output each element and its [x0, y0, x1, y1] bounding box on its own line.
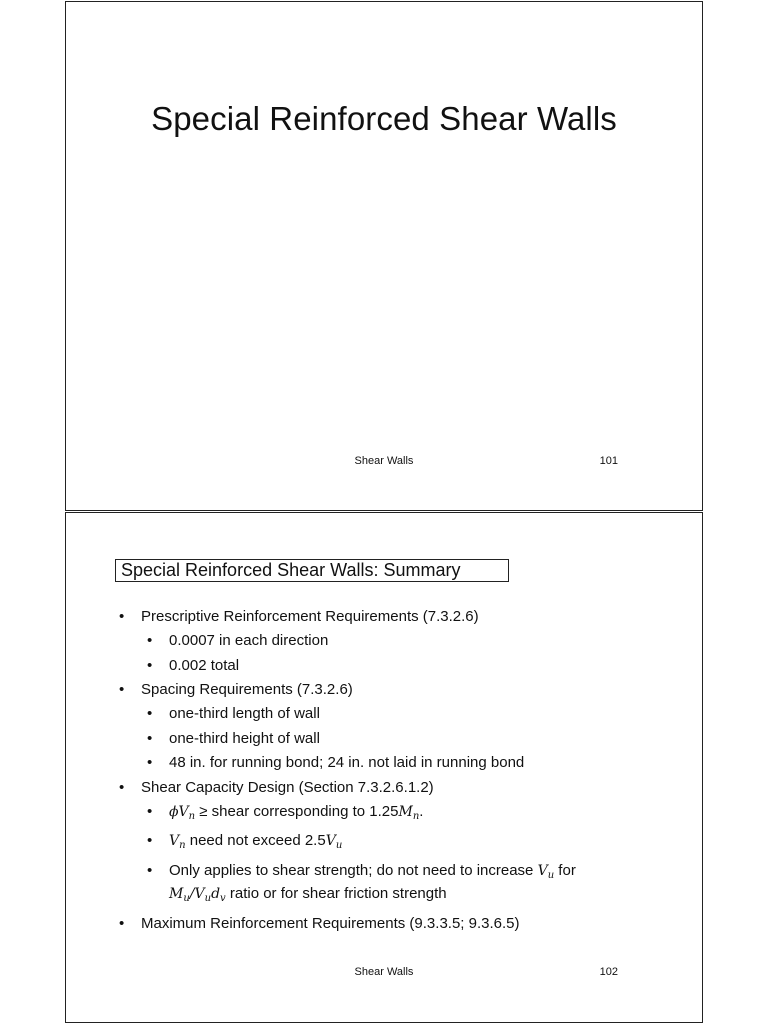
subbullet-total: • 0.002 total	[116, 654, 676, 679]
phivn-text: ≥ shear corresponding to 1.25	[195, 802, 399, 820]
math-ratio: $M_u/V_ud_v$	[169, 886, 226, 904]
bullet-shear: • Shear Capacity Design (Section 7.3.2.6.1.2)	[116, 776, 676, 800]
subbullet-vn-limit	[116, 829, 676, 859]
math-phi-vn: $\phi V_n$	[169, 803, 196, 822]
applies-for: for	[554, 861, 576, 879]
slide-footer: Shear Walls	[354, 455, 414, 467]
subbullet-length: • one-third length of wall	[116, 702, 676, 727]
bullet-maximum: • Maximum Reinforcement Requirements (9.3.3.5; 9.3.6.5)	[116, 912, 676, 936]
applies-text: Only applies to shear strength; do not need to increase	[169, 861, 538, 879]
subbullet-height: • one-third height of wall	[116, 727, 676, 752]
math-vu: $V_u$	[325, 833, 343, 851]
subbullet-phivn: • $\phi V_n$ ≥ shear corresponding to $1.25M_n$.	[116, 800, 676, 830]
math-vn: $V_n$	[169, 833, 186, 851]
slide-101	[65, 1, 703, 511]
slide-footer: Shear Walls	[354, 966, 414, 978]
vn-text: need not exceed 2.5	[185, 832, 326, 849]
page-number: 102	[599, 966, 618, 978]
bullet-prescriptive: • Prescriptive Reinforcement Requirements (7.3.2.6)	[116, 605, 676, 629]
ratio-text: ratio or for shear friction strength	[225, 885, 447, 902]
bullet-list	[116, 605, 676, 936]
page-number: 101	[599, 455, 618, 467]
subbullet-direction: • 0.0007 in each direction	[116, 629, 676, 654]
slide-title: Special Reinforced Shear Walls	[151, 100, 617, 137]
slide-title-box: Special Reinforced Shear Walls: Summary	[115, 559, 509, 582]
subbullet-applies	[116, 859, 676, 909]
applies-continuation	[169, 885, 676, 908]
math-vu-2: $V_u$	[537, 862, 555, 881]
math-mn: $M_n$	[398, 803, 420, 822]
slide-102	[65, 512, 703, 1023]
bullet-spacing: • Spacing Requirements (7.3.2.6)	[116, 678, 676, 702]
subbullet-bond: • 48 in. for running bond; 24 in. not laid in running bond	[116, 751, 676, 776]
